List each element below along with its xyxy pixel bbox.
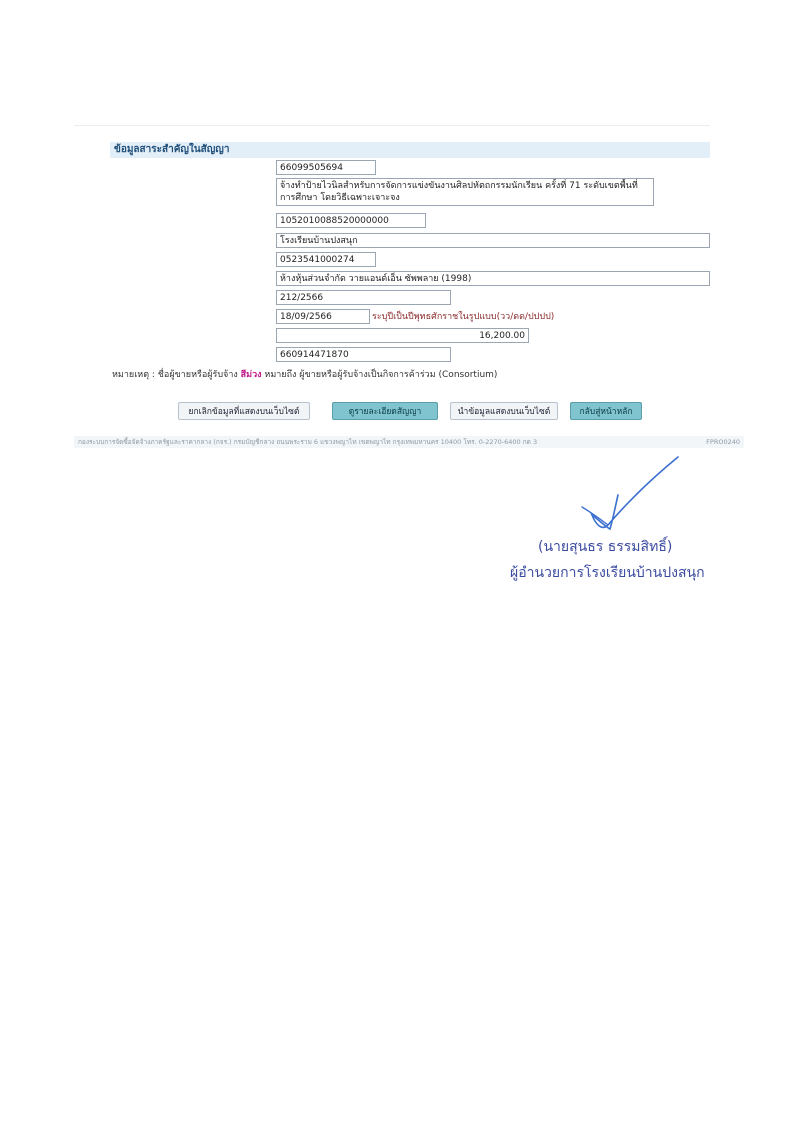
view-contract-detail-button[interactable]: ดูรายละเอียดสัญญา [332,402,438,420]
top-divider [74,125,710,126]
bidder-name-input[interactable]: ห้างหุ้นส่วนจำกัด วายแอนด์เอ็น ซัพพลาย (1998) [276,271,710,286]
tax-id-input[interactable]: 0523541000274 [276,252,376,267]
agency-name-input[interactable]: โรงเรียนบ้านปงสนุก [276,233,710,248]
agency-code-input[interactable]: 1052010088520000000 [276,213,426,228]
cancel-display-button[interactable]: ยกเลิกข้อมูลที่แสดงบนเว็บไซต์ [178,402,310,420]
page-code: FPRO0240 [706,438,740,446]
footer-bar [74,436,744,448]
consortium-note [112,367,497,381]
contract-date-input[interactable]: 18/09/2566 [276,309,370,324]
egp-control-number-input[interactable]: 660914471870 [276,347,451,362]
project-number-input[interactable]: 66099505694 [276,160,376,175]
section-title: ข้อมูลสาระสำคัญในสัญญา [110,142,710,158]
project-name-textarea[interactable]: จ้างทำป้ายไวนิลสำหรับการจัดการแข่งขันงานศิลปหัตถกรรมนักเรียน ครั้งที่ 71 ระดับเขตพื้นที่การศึกษา โดยวิธีเฉพาะเจาะจง [276,178,654,206]
back-to-home-button[interactable]: กลับสู่หน้าหลัก [570,402,642,420]
publish-to-website-button[interactable]: นำข้อมูลแสดงบนเว็บไซต์ [450,402,558,420]
signatory-name: (นายสุนธร ธรรมสิทธิ์) [538,539,673,555]
note-prefix: หมายเหตุ : ชื่อผู้ขายหรือผู้รับจ้าง [112,370,241,380]
date-format-hint: ระบุปีเป็นปีพุทธศักราชในรูปแบบ(วว/ดด/ปปปป) [372,312,555,322]
note-suffix: หมายถึง ผู้ขายหรือผู้รับจ้างเป็นกิจการค้าร่วม (Consortium) [261,370,498,380]
handwritten-signature [570,455,690,535]
contract-number-input[interactable]: 212/2566 [276,290,451,305]
contract-info-panel [110,142,710,360]
amount-input[interactable]: 16,200.00 [276,328,529,343]
footer-address: กองระบบการจัดซื้อจัดจ้างภาครัฐและราคากลาง (กจร.) กรมบัญชีกลาง ถนนพระราม 6 แขวงพญาไท เขตพญาไท กรุงเทพมหานคร 10400 โทร. 0-2270-6400 กด 3 [78,438,538,446]
signatory-title: ผู้อำนวยการโรงเรียนบ้านปงสนุก [510,565,705,581]
note-highlight: สีม่วง [240,370,262,380]
